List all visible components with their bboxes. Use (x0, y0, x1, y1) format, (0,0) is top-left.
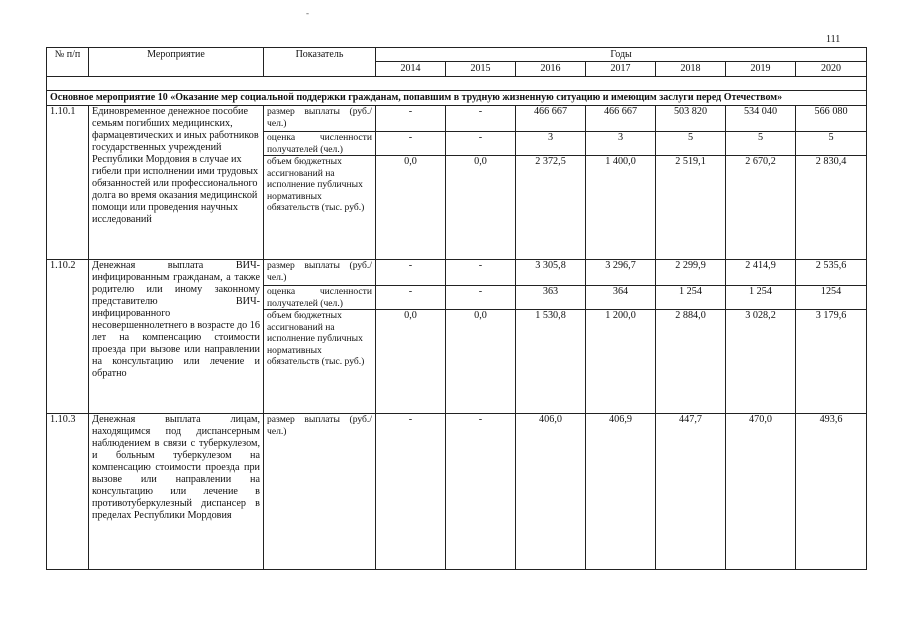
value-cell: 3 296,7 (586, 260, 656, 286)
year-header: 2019 (726, 62, 796, 77)
value-cell: - (446, 286, 516, 310)
value-cell: 1 254 (656, 286, 726, 310)
indicator-label: объем бюджетных ассигнований на исполнение публичных нормативных обязательств (тыс. руб.) (264, 156, 376, 260)
indicator-label: размер выплаты (руб./ чел.) (264, 414, 376, 570)
measure-text: Денежная выплата лицам, находящимся под диспансерным наблюдением в связи с туберкулезом, и больным туберкулезом на компенсацию стоимости проезда при вызове или направлении на консультацию или лечение в противотуберкулезный диспансер в пределах Республики Мордовия (89, 414, 264, 570)
value-cell: 2 535,6 (796, 260, 867, 286)
value-cell: 5 (726, 132, 796, 156)
value-cell: - (446, 260, 516, 286)
col-header-num: № п/п (47, 48, 89, 77)
value-cell: 406,9 (586, 414, 656, 570)
value-cell: 1 530,8 (516, 310, 586, 414)
value-cell: 2 519,1 (656, 156, 726, 260)
row-number: 1.10.3 (47, 414, 89, 570)
row-number: 1.10.2 (47, 260, 89, 414)
value-cell: - (446, 106, 516, 132)
value-cell: 503 820 (656, 106, 726, 132)
col-header-indicator: Показатель (264, 48, 376, 77)
measure-text: Единовременное денежное пособие семьям погибших медицинских, фармацевтических и иных работников государственных учреждений Республики Мордовия в случае их гибели при исполнении ими трудовых обязанностей или профессионального долга во время оказания медицинской помощи или проведения научных исследований (89, 106, 264, 260)
section-title: Основное мероприятие 10 «Оказание мер социальной поддержки гражданам, попавшим в трудную жизненную ситуацию и имеющим заслуги перед Отечеством» (47, 91, 867, 106)
value-cell: 534 040 (726, 106, 796, 132)
value-cell: - (376, 260, 446, 286)
indicator-label: размер выплаты (руб./ чел.) (264, 106, 376, 132)
top-mark: - (306, 8, 309, 18)
col-header-measure: Мероприятие (89, 48, 264, 77)
value-cell: 0,0 (376, 310, 446, 414)
value-cell: 3 305,8 (516, 260, 586, 286)
value-cell: - (376, 286, 446, 310)
row-number: 1.10.1 (47, 106, 89, 260)
indicator-label: размер выплаты (руб./ чел.) (264, 260, 376, 286)
value-cell: 2 299,9 (656, 260, 726, 286)
value-cell: 5 (796, 132, 867, 156)
value-cell: 566 080 (796, 106, 867, 132)
measures-table (46, 47, 867, 570)
page-number: 111 (826, 34, 841, 45)
col-header-years: Годы (376, 48, 867, 62)
value-cell: 3 179,6 (796, 310, 867, 414)
indicator-label: оценка численности получателей (чел.) (264, 132, 376, 156)
value-cell: 493,6 (796, 414, 867, 570)
indicator-label: объем бюджетных ассигнований на исполнение публичных нормативных обязательств (тыс. руб.) (264, 310, 376, 414)
value-cell: - (446, 414, 516, 570)
value-cell: 2 670,2 (726, 156, 796, 260)
value-cell: 406,0 (516, 414, 586, 570)
value-cell: 0,0 (446, 156, 516, 260)
measure-text: Денежная выплата ВИЧ-инфицированным гражданам, а также родителю или иному законному представителю ВИЧ-инфицированного несовершеннолетнего в возрасте до 16 лет на компенсацию стоимости проезда при вызове или направлении на консультацию или лечение и обратно (89, 260, 264, 414)
value-cell: 5 (656, 132, 726, 156)
year-header: 2016 (516, 62, 586, 77)
value-cell: 470,0 (726, 414, 796, 570)
value-cell: 447,7 (656, 414, 726, 570)
value-cell: 1 254 (726, 286, 796, 310)
year-header: 2018 (656, 62, 726, 77)
value-cell: 0,0 (446, 310, 516, 414)
value-cell: - (376, 414, 446, 570)
value-cell: 2 830,4 (796, 156, 867, 260)
value-cell: - (376, 132, 446, 156)
value-cell: 2 884,0 (656, 310, 726, 414)
value-cell: 466 667 (516, 106, 586, 132)
value-cell: 363 (516, 286, 586, 310)
value-cell: 364 (586, 286, 656, 310)
year-header: 2014 (376, 62, 446, 77)
year-header: 2020 (796, 62, 867, 77)
year-header: 2017 (586, 62, 656, 77)
value-cell: 0,0 (376, 156, 446, 260)
value-cell: 1 400,0 (586, 156, 656, 260)
year-header: 2015 (446, 62, 516, 77)
value-cell: - (376, 106, 446, 132)
value-cell: 3 (516, 132, 586, 156)
value-cell: 2 414,9 (726, 260, 796, 286)
value-cell: 466 667 (586, 106, 656, 132)
value-cell: 1 200,0 (586, 310, 656, 414)
indicator-label: оценка численности получателей (чел.) (264, 286, 376, 310)
value-cell: 2 372,5 (516, 156, 586, 260)
value-cell: 3 028,2 (726, 310, 796, 414)
value-cell: - (446, 132, 516, 156)
value-cell: 1254 (796, 286, 867, 310)
value-cell: 3 (586, 132, 656, 156)
